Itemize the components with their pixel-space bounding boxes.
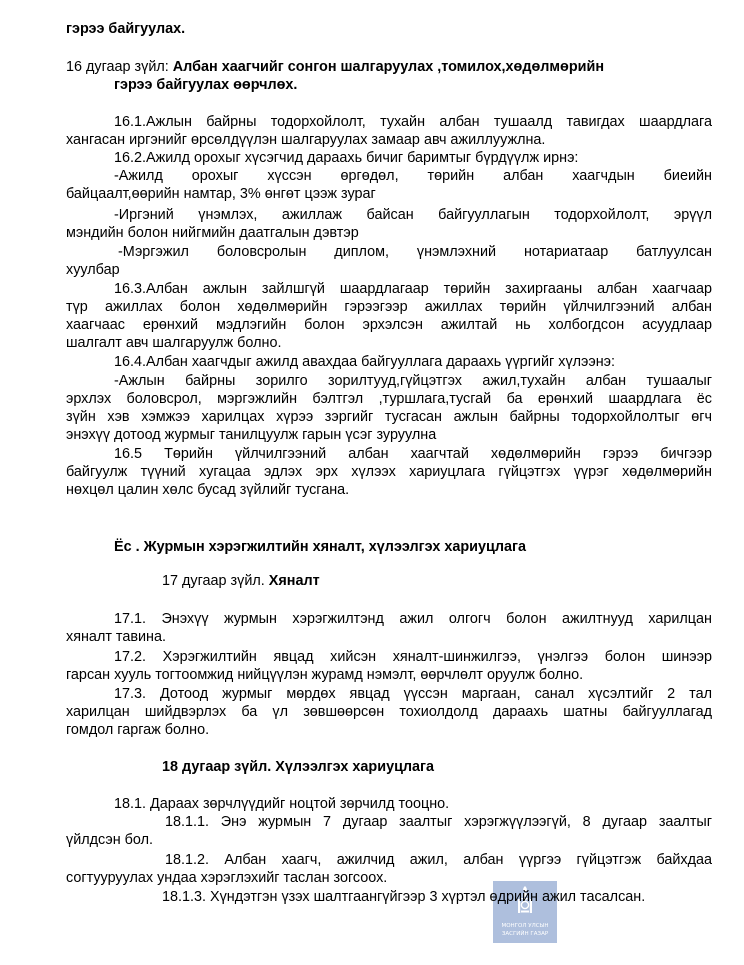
para-16-1-line: 16.1.Ажлын байрны тодорхойлолт, тухайн албан тушаалд тавигдах шаардлага: [114, 114, 712, 130]
para-16-5-line: 16.5 Төрийн үйлчилгээний албан хаагчтай хөдөлмөрийн гэрээ бичгээр: [114, 446, 712, 462]
heading-continuation: гэрээ байгуулах.: [66, 21, 186, 37]
para-18-1-2-line: 18.1.2. Албан хаагч, ажилчид ажил, албан үүргээ гүйцэтгэж байхдаа: [165, 852, 712, 868]
para-17-3-line: гомдол гаргаж болно.: [66, 722, 210, 738]
para-17-2-line: гарсан хууль тогтоомжид нийцүүлэн журамд нэмэлт, өөрчлөлт оруулж болно.: [66, 667, 584, 683]
para-16-1-line: хангасан иргэнийг өрсөлдүүлэн шалгаруулах замаар авч ажиллуужлна.: [66, 132, 546, 148]
para-17-1-line: хяналт тавина.: [66, 629, 166, 645]
para-16-4: 16.4.Албан хаагчдыг ажилд авахдаа байгууллага дараахь үүргийг хүлээнэ:: [114, 354, 616, 370]
chapter-9-heading: Ёс . Журмын хэрэгжилтийн хяналт, хүлээлгэх хариуцлага: [114, 539, 527, 555]
article-16-prefix: 16 дугаар зүйл:: [66, 59, 173, 75]
para-16-2a-line: байцаалт,өөрийн намтар, 3% өнгөт цээж зураг: [66, 186, 376, 202]
para-16-4a-line: -Ажлын байрны зорилго зорилтууд,гүйцэтгэх ажил,тухайн албан тушаалыг: [114, 373, 712, 389]
article-18-heading: 18 дугаар зүйл. Хүлээлгэх хариуцлага: [162, 759, 435, 775]
watermark-line-1: МОНГОЛ УЛСЫН: [501, 923, 549, 929]
para-18-1-1-line: 18.1.1. Энэ журмын 7 дугаар заалтыг хэрэгжүүлээгүй, 8 дугаар заалтыг: [165, 814, 712, 830]
para-16-2b-line: -Иргэний үнэмлэх, ажиллаж байсан байгууллагын тодорхойлолт, эрүүл: [114, 207, 712, 223]
para-16-2: 16.2.Ажилд орохыг хүсэгчид дараахь бичиг баримтыг бүрдүүлж ирнэ:: [114, 150, 579, 166]
para-18-1-2-line: согтууруулах ундаа хэрэглэхийг таслан зогсоох.: [66, 870, 388, 886]
para-16-3-line: түр ажиллах болон хөдөлмөрийн гэрээгээр ажиллах төрийн үйлчилгээний албан: [66, 299, 712, 315]
para-17-1-line: 17.1. Энэхүү журмын хэрэгжилтэнд ажил олгогч болон ажилтнууд харилцан: [114, 611, 712, 627]
para-16-4a-line: зүйн хэв хэмжээ харилцах хүрээ зэргийг тусгасан ажлын байрны тодорхойлолтыг өгч: [66, 409, 712, 425]
para-16-2a-line: -Ажилд орохыг хүссэн өргөдөл, төрийн албан хаагчдын биеийн: [114, 168, 712, 184]
para-16-5-line: нөхцөл цалин хөлс бусад зүйлийг тусгана.: [66, 482, 350, 498]
article-17-prefix: 17 дугаар зүйл.: [162, 573, 269, 589]
article-17-heading: [162, 572, 712, 590]
watermark-line-2: ЗАСГИЙН ГАЗАР: [501, 931, 549, 937]
para-17-2-line: 17.2. Хэрэгжилтийн явцад хийсэн хяналт-шинжилгээ, үнэлгээ болон шинээр: [114, 649, 712, 665]
para-16-3-line: шалгалт авч шалгаруулж болно.: [66, 335, 282, 351]
para-16-2c-line: хуулбар: [66, 262, 120, 278]
para-16-4a-line: энэхүү дотоод журмыг танилцуулж гарын үсэг зуруулна: [66, 427, 437, 443]
para-16-4a-line: эрхлэх боловсрол, мэргэжлийн бэлтгэл ,туршлага,тусгай ба ерөнхий шаардлага ёс: [66, 391, 712, 407]
para-17-3-line: харилцан шийдвэрлэх ба үл зөвшөөрсөн тохиолдолд дараахь шатны байгууллагад: [66, 704, 712, 720]
para-16-3-line: 16.3.Албан ажлын зайлшгүй шаардлагаар төрийн захиргааны албан хаагчаар: [114, 281, 712, 297]
para-16-2b-line: мэндийн болон нийгмийн даатгалын дэвтэр: [66, 225, 359, 241]
para-17-3-line: 17.3. Дотоод журмыг мөрдөх явцад үүссэн маргаан, санал хүсэлтийг 2 тал: [114, 686, 712, 702]
article-16-title: Албан хаагчийг сонгон шалгаруулах ,томилох,хөдөлмөрийн: [172, 59, 605, 75]
para-18-1-1-line: үйлдсэн бол.: [66, 832, 153, 848]
article-16-title-cont: гэрээ байгуулах өөрчлөх.: [114, 77, 298, 93]
para-16-5-line: байгуулж түүний хугацаа эдлэх эрх хүлээх хариуцлага гүйцэтгэх үүрэг хөдөлмөрийн: [66, 464, 712, 480]
para-18-1-3: 18.1.3. Хүндэтгэн үзэх шалтгаангүйгээр 3 хүртэл өдрийн ажил тасалсан.: [162, 889, 646, 905]
para-16-2c-line: -Мэргэжил боловсролын диплом, үнэмлэхний нотариатаар батлуулсан: [118, 244, 712, 260]
article-16-heading: [66, 58, 712, 76]
para-16-3-line: хаагчаас ерөнхий мэдлэгийн болон эрхэлсэн ажилтай нь холбогдсон асуудлаар: [66, 317, 712, 333]
para-18-1: 18.1. Дараах зөрчлүүдийг ноцтой зөрчилд тооцно.: [114, 796, 450, 812]
article-17-title: Хяналт: [268, 573, 320, 589]
